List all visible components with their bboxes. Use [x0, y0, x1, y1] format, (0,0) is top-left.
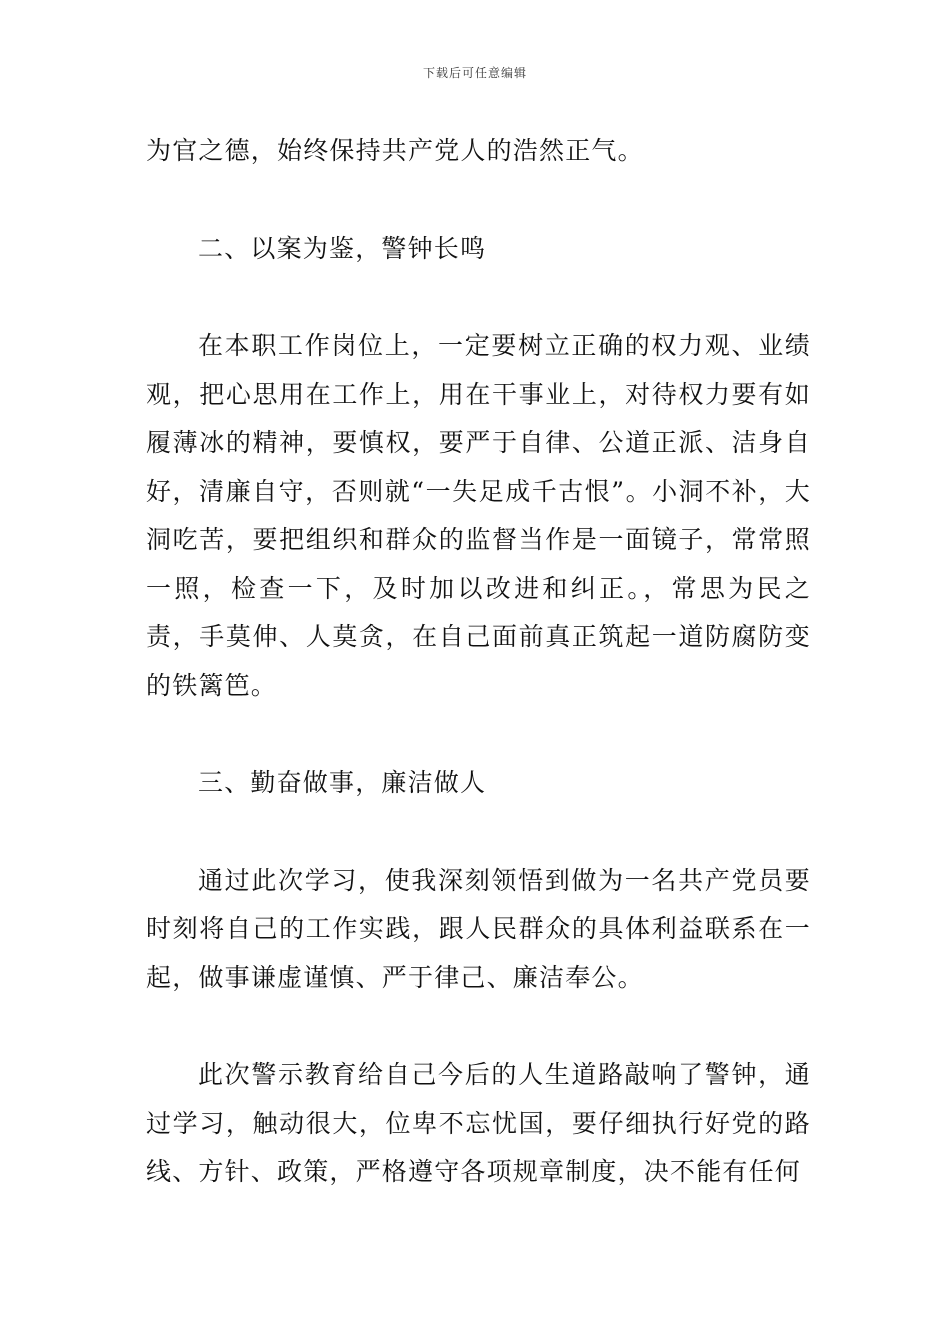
page-header: 下载后可任意编辑 [422, 66, 527, 80]
section-heading-3: 三、勤奋做事，廉洁做人 [198, 768, 487, 797]
document-body [146, 127, 811, 1197]
paragraph-gap [146, 176, 811, 225]
paragraph-study: 通过此次学习，使我深刻领悟到做为一名共产党员要时刻将自己的工作实践，跟人民群众的具体利益联系在一起，做事谦虚谨慎、严于律己、廉洁奉公。 [146, 865, 811, 992]
paragraph-gap [146, 1002, 811, 1051]
section-heading-2: 二、以案为鉴，警钟长鸣 [198, 233, 487, 263]
paragraph-gap [146, 273, 811, 322]
paragraph-power-view: 在本职工作岗位上，一定要树立正确的权力观、业绩观，把心思用在工作上，用在干事业上，对待权力要有如履薄冰的精神，要慎权，要严于自律、公道正派、洁身自好，清廉自守，否则就“一失足成千古恨”。小洞不补，大洞吃苦，要把组织和群众的监督当作是一面镜子，常常照一照，检查一下，及时加以改进和纠正。，常思为民之责，手莫伸、人莫贪，在自己面前真正筑起一道防腐防变的铁篱笆。 [146, 331, 811, 700]
paragraph-warning: 此次警示教育给自己今后的人生道路敲响了警钟，通过学习，触动很大，位卑不忘忧国，要仔细执行好党的路线、方针、政策，严格遵守各项规章制度，决不能有任何 [146, 1060, 811, 1186]
paragraph-gap [146, 710, 811, 759]
paragraph-continuation: 为官之德，始终保持共产党人的浩然正气。 [146, 136, 644, 165]
paragraph-gap [146, 808, 811, 857]
